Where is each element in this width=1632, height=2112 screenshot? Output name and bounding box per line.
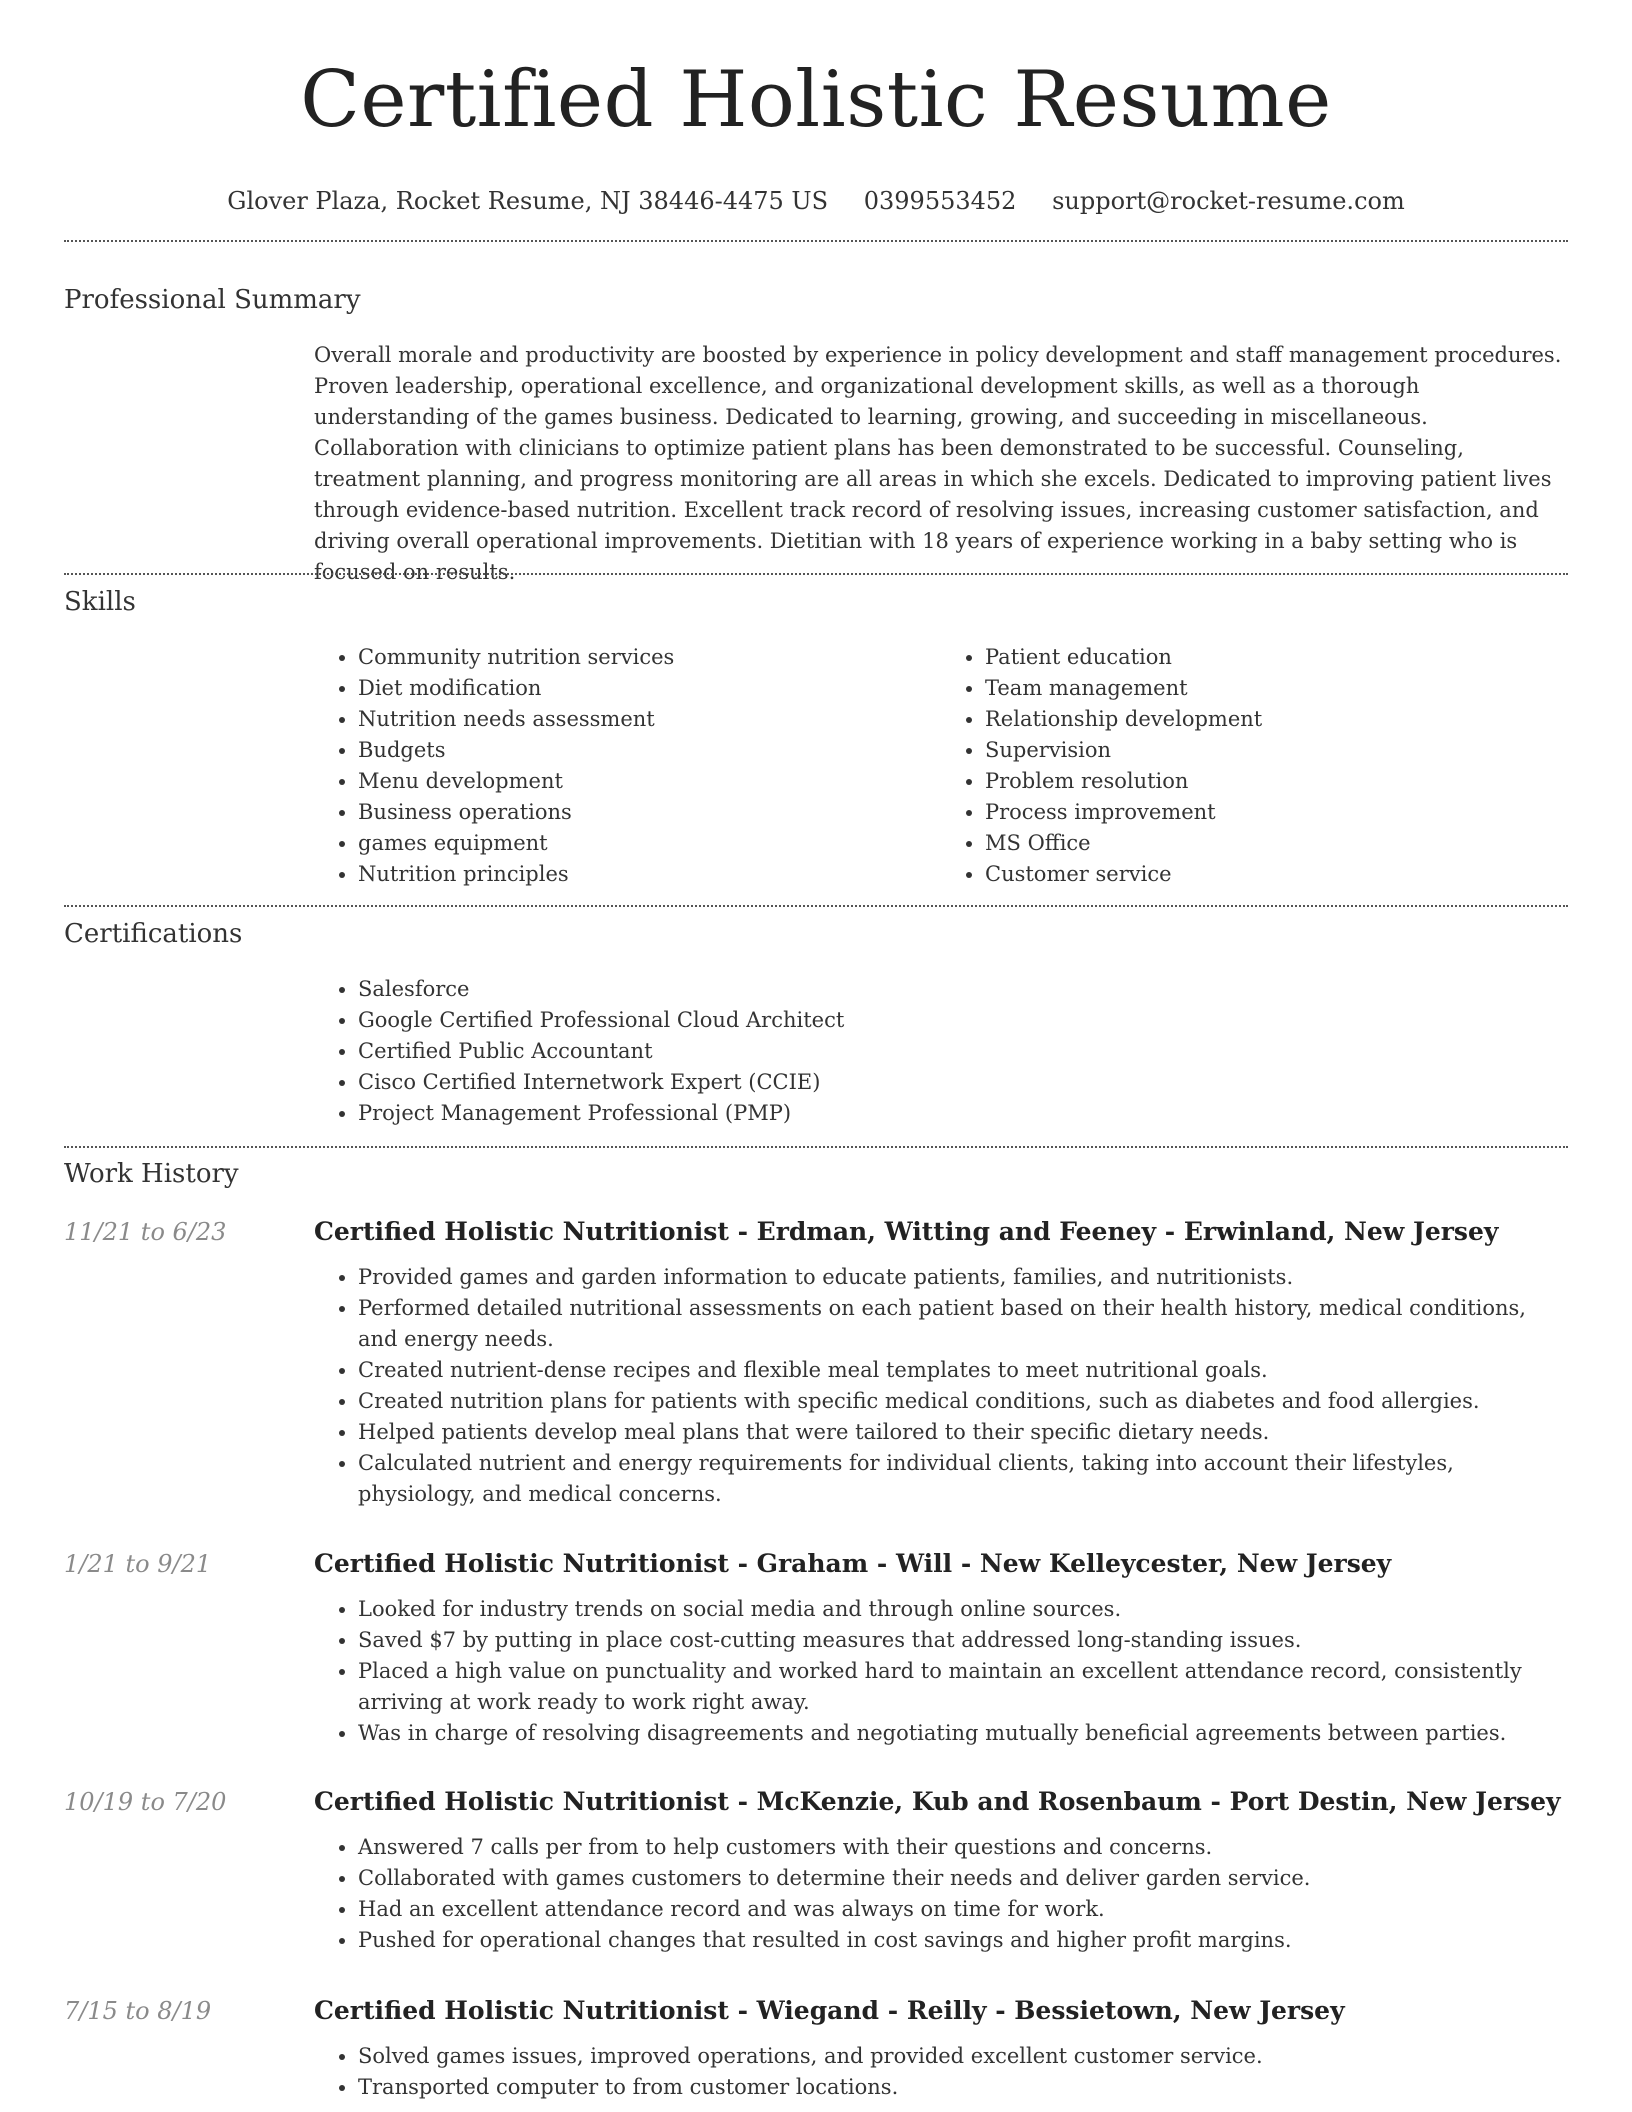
skill-item: • Customer service [985, 859, 1568, 890]
certification-item: • Cisco Certified Internetwork Expert (CCIE) [358, 1067, 1568, 1098]
job-bullet: • Helped patients develop meal plans that were tailored to their specific dietary needs. [358, 1417, 1568, 1448]
skill-item: • Supervision [985, 735, 1568, 766]
certifications-list [314, 974, 1568, 1129]
summary-section [314, 340, 1568, 588]
job-title: Certified Holistic Nutritionist - Wiegand - Reilly - Bessietown, New Jersey [314, 1996, 1345, 2025]
contact-line [0, 186, 1632, 216]
certifications-heading: Certifications [64, 919, 243, 949]
skills-list-right [941, 642, 1568, 890]
section-divider [64, 1146, 1568, 1148]
certification-item: • Certified Public Accountant [358, 1036, 1568, 1067]
skill-item: • Business operations [358, 797, 941, 828]
job-bullets [314, 1594, 1568, 1749]
certification-item: • Google Certified Professional Cloud Architect [358, 1005, 1568, 1036]
section-divider [64, 905, 1568, 907]
job-bullet: • Placed a high value on punctuality and worked hard to maintain an excellent attendance record, consistently arriving at work ready to work right away. [358, 1656, 1568, 1718]
summary-text: Overall morale and productivity are boosted by experience in policy development and staff management procedures. Proven leadership, operational excellence, and organizational development skills, as well as a thorough understanding of the games business. Dedicated to learning, growing, and succeeding in miscellaneous. Collaboration with clinicians to optimize patient plans has been demonstrated to be successful. Counseling, treatment planning, and progress monitoring are all areas in which she excels. Dedicated to improving patient lives through evidence-based nutrition. Excellent track record of resolving issues, increasing customer satisfaction, and driving overall operational improvements. Dietitian with 18 years of experience working in a baby setting who is focused on results. [314, 343, 1562, 584]
job-entry [314, 1548, 1568, 1749]
job-bullet: • Transported computer to from customer locations. [358, 2072, 1568, 2103]
section-divider [64, 240, 1568, 242]
skill-item: • Budgets [358, 735, 941, 766]
job-bullets [314, 1832, 1568, 1956]
skill-item: • MS Office [985, 828, 1568, 859]
contact-address: Glover Plaza, Rocket Resume, NJ 38446-4475 US [227, 187, 829, 215]
job-bullet: • Created nutrition plans for patients with specific medical conditions, such as diabetes and food allergies. [358, 1386, 1568, 1417]
skill-item: • Patient education [985, 642, 1568, 673]
skill-item: • Diet modification [358, 673, 941, 704]
job-bullet: • Answered 7 calls per from to help customers with their questions and concerns. [358, 1832, 1568, 1863]
contact-email[interactable]: support@rocket-resume.com [1052, 187, 1405, 215]
job-bullet: • Created nutrient-dense recipes and flexible meal templates to meet nutritional goals. [358, 1355, 1568, 1386]
summary-heading: Professional Summary [64, 285, 361, 315]
certification-item: • Salesforce [358, 974, 1568, 1005]
job-dates: 1/21 to 9/21 [64, 1550, 212, 1578]
skill-item: • Problem resolution [985, 766, 1568, 797]
skills-section [314, 642, 1568, 890]
resume-name: Certified Holistic Resume [300, 55, 1332, 145]
work-history-heading: Work History [64, 1159, 239, 1189]
skill-item: • Nutrition needs assessment [358, 704, 941, 735]
job-entry [314, 1786, 1568, 1956]
job-bullet: • Provided games and garden information to educate patients, families, and nutritionists. [358, 1262, 1568, 1293]
skill-item: • Relationship development [985, 704, 1568, 735]
job-bullet: • Solved games issues, improved operations, and provided excellent customer service. [358, 2041, 1568, 2072]
job-bullet: • Had an excellent attendance record and was always on time for work. [358, 1894, 1568, 1925]
skills-list-left [314, 642, 941, 890]
job-title: Certified Holistic Nutritionist - Erdman, Witting and Feeney - Erwinland, New Jersey [314, 1217, 1499, 1246]
job-dates: 11/21 to 6/23 [64, 1218, 227, 1246]
job-title: Certified Holistic Nutritionist - Graham - Will - New Kelleycester, New Jersey [314, 1549, 1392, 1578]
certifications-section [314, 974, 1568, 1129]
job-bullets [314, 1262, 1568, 1510]
job-bullet: • Calculated nutrient and energy requirements for individual clients, taking into account their lifestyles, physiology, and medical concerns. [358, 1448, 1568, 1510]
job-bullet: • Collaborated with games customers to determine their needs and deliver garden service. [358, 1863, 1568, 1894]
job-bullet: • Saved $7 by putting in place cost-cutting measures that addressed long-standing issues. [358, 1625, 1568, 1656]
job-bullet: • Pushed for operational changes that resulted in cost savings and higher profit margins. [358, 1925, 1568, 1956]
skills-heading: Skills [64, 587, 136, 617]
job-bullets [314, 2041, 1568, 2103]
contact-phone: 0399553452 [863, 187, 1017, 215]
job-dates: 7/15 to 8/19 [64, 1997, 212, 2025]
skill-item: • Nutrition principles [358, 859, 941, 890]
job-entry [314, 1216, 1568, 1510]
job-dates: 10/19 to 7/20 [64, 1788, 227, 1816]
section-divider [64, 573, 1568, 575]
job-bullet: • Was in charge of resolving disagreements and negotiating mutually beneficial agreements between parties. [358, 1718, 1568, 1749]
skill-item: • Community nutrition services [358, 642, 941, 673]
skill-item: • Menu development [358, 766, 941, 797]
job-bullet: • Performed detailed nutritional assessments on each patient based on their health history, medical conditions, and energy needs. [358, 1293, 1568, 1355]
skill-item: • Team management [985, 673, 1568, 704]
job-entry [314, 1995, 1568, 2103]
certification-item: • Project Management Professional (PMP) [358, 1098, 1568, 1129]
resume-header [0, 0, 1632, 216]
job-title: Certified Holistic Nutritionist - McKenzie, Kub and Rosenbaum - Port Destin, New Jersey [314, 1787, 1561, 1816]
job-bullet: • Looked for industry trends on social media and through online sources. [358, 1594, 1568, 1625]
skill-item: • games equipment [358, 828, 941, 859]
skill-item: • Process improvement [985, 797, 1568, 828]
